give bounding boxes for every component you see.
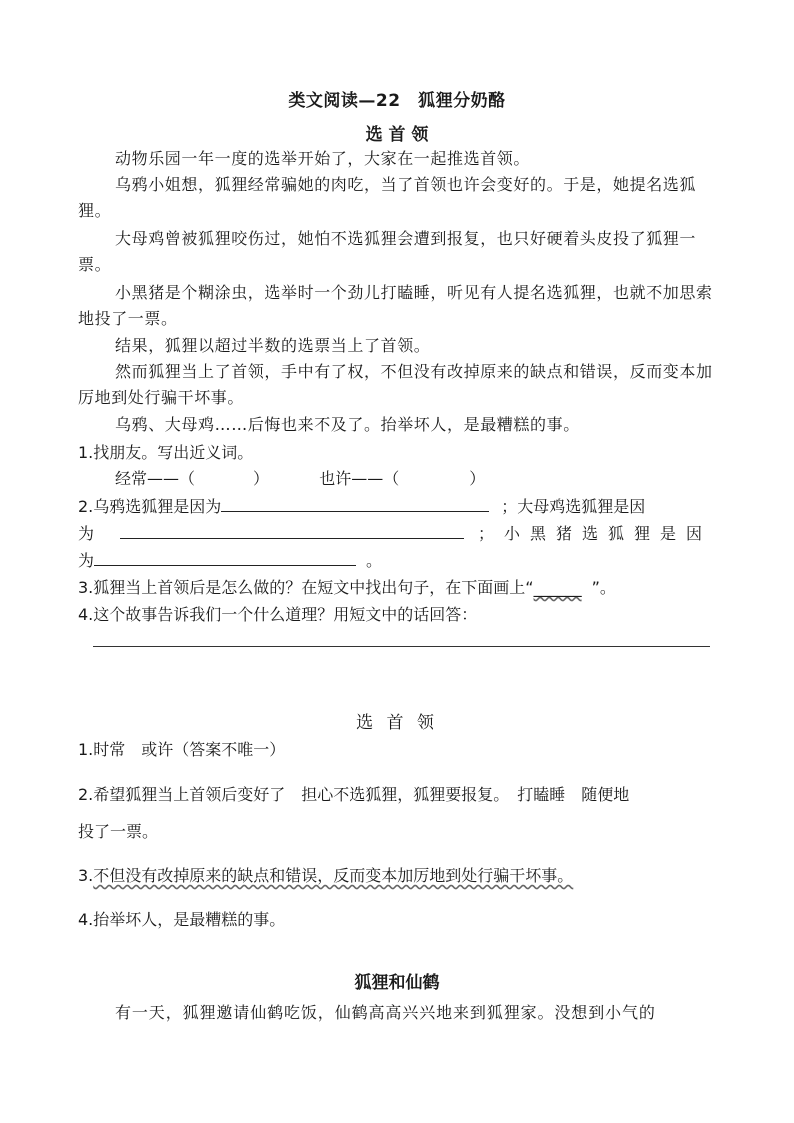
answer-blank-hen[interactable] — [120, 524, 464, 539]
answer-key-heading: 选 首 领 — [356, 713, 438, 733]
synonym-prompt-2: 也许——（ — [319, 469, 400, 488]
wavy-underline-sample: ______ — [533, 578, 582, 597]
question-2-line-1 — [78, 494, 718, 520]
story1-paragraph-4: 小黑猪是个糊涂虫，选举时一个劲儿打瞌睡，听见有人提名选狐狸，也就不加思索地投了一票。 — [78, 283, 713, 328]
question-2-period: 。 — [366, 551, 383, 570]
question-1: 1.找朋友。写出近义词。 — [78, 443, 254, 462]
question-1-synonyms — [78, 466, 718, 492]
answer-1: 1.时常 或许（答案不唯一） — [78, 740, 286, 759]
synonym-prompt-1: 经常——（ — [115, 469, 196, 488]
question-3 — [78, 575, 718, 601]
answer-3 — [78, 856, 718, 896]
question-2-line-3 — [78, 548, 718, 574]
question-2-pig-prompt: ；小黑猪选狐狸是因 — [478, 524, 713, 543]
answer-line-question-4[interactable] — [93, 646, 710, 647]
answer-blank-pig[interactable] — [94, 551, 356, 566]
story2-heading: 狐狸和仙鹤 — [354, 973, 440, 993]
story2-first-line: 有一天，狐狸邀请仙鹤吃饭，仙鹤高高兴兴地来到狐狸家。没想到小气的 — [115, 1003, 656, 1022]
answer-2-line-2: 投了一票。 — [78, 822, 159, 841]
answer-3-number: 3. — [78, 866, 94, 885]
story1-paragraph-6: 然而狐狸当上了首领，手中有了权，不但没有改掉原来的缺点和错误，反而变本加厉地到处行骗干坏事。 — [78, 362, 713, 407]
question-2-wei-2: 为 — [78, 551, 95, 570]
question-4: 4.这个故事告诉我们一个什么道理？用短文中的话回答： — [78, 605, 478, 624]
question-2-prefix: 2.乌鸦选狐狸是因为 — [78, 497, 222, 516]
answer-4: 4.抬举坏人，是最糟糕的事。 — [78, 910, 286, 929]
story1-paragraph-5: 结果，狐狸以超过半数的选票当上了首领。 — [115, 336, 431, 355]
answer-blank-crow[interactable] — [221, 497, 489, 512]
question-2-line-2 — [78, 521, 718, 547]
question-3-text: 3.狐狸当上首领后是怎么做的？在短文中找出句子，在下面画上“ — [78, 578, 534, 597]
question-2-hen-prompt: ；大母鸡选狐狸是因 — [501, 497, 646, 516]
answer-3-text: 不但没有改掉原来的缺点和错误，反而变本加厉地到处行骗干坏事。 — [93, 866, 574, 885]
question-2-wei-1: 为 — [78, 524, 95, 543]
question-3-end: ”。 — [591, 578, 616, 597]
synonym-close-1: ） — [253, 469, 270, 488]
story1-paragraph-3: 大母鸡曾被狐狸咬伤过，她怕不选狐狸会遭到报复，也只好硬着头皮投了狐狸一票。 — [78, 229, 697, 274]
story1-heading: 选 首 领 — [365, 125, 429, 145]
story1-paragraph-7: 乌鸦、大母鸡……后悔也来不及了。抬举坏人，是最糟糕的事。 — [115, 415, 580, 434]
answer-2-line-1: 2.希望狐狸当上首领后变好了 担心不选狐狸，狐狸要报复。 打瞌睡 随便地 — [78, 785, 630, 804]
story1-paragraph-1: 动物乐园一年一度的选举开始了，大家在一起推选首领。 — [115, 149, 531, 168]
synonym-close-2: ） — [469, 469, 486, 488]
story1-paragraph-2: 乌鸦小姐想，狐狸经常骗她的肉吃，当了首领也许会变好的。于是，她提名选狐狸。 — [78, 175, 697, 220]
page-title: 类文阅读—22 狐狸分奶酪 — [288, 91, 506, 111]
